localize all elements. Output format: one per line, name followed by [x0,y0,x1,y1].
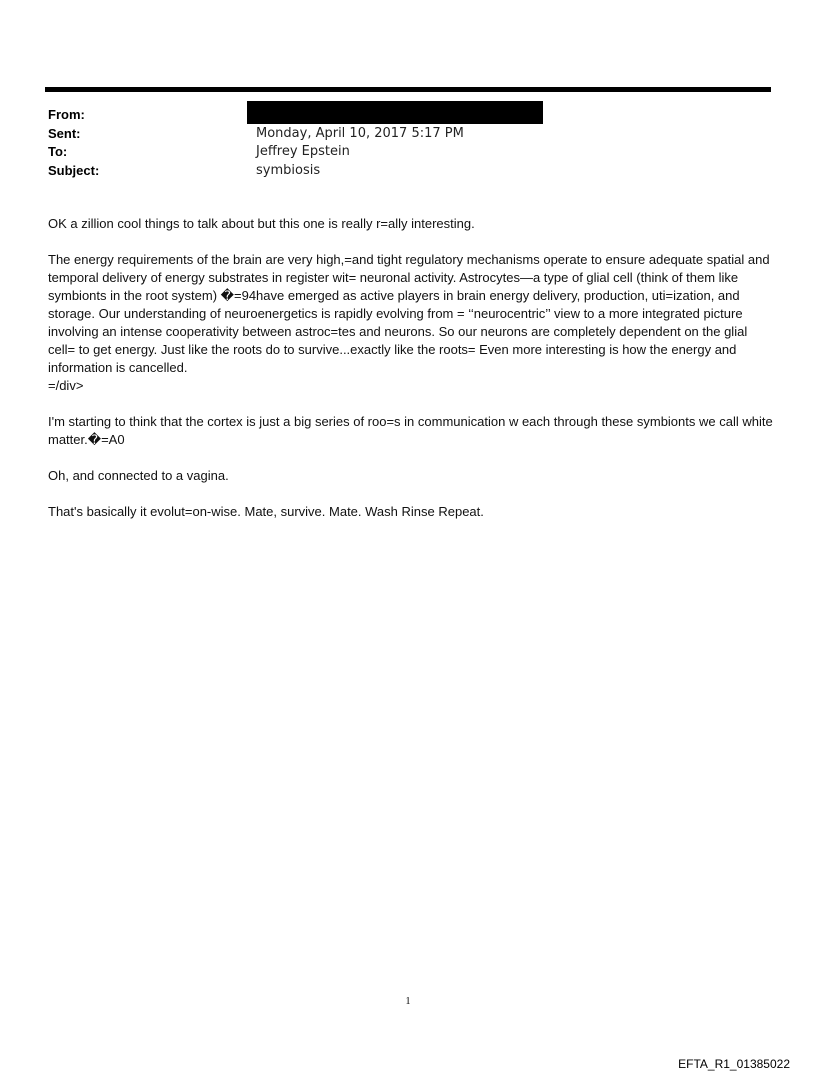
body-paragraph-4: Oh, and connected to a vagina. [48,468,229,483]
to-row [48,144,748,163]
subject-value: symbiosis [256,162,321,178]
email-body [48,215,774,539]
subject-label: Subject: [48,162,100,178]
from-label: From: [48,107,85,122]
to-value: Jeffrey Epstein [256,144,350,159]
body-paragraph-1: OK a zillion cool things to talk about but this one is really r=ally interesting. [48,216,475,231]
body-paragraph-3: I'm starting to think that the cortex is just a big series of roo=s in communication w each through these symbionts we call white matter.�=A0 [48,414,773,447]
subject-row [48,163,748,182]
header-divider [45,87,771,92]
from-row [48,107,748,126]
redaction-bar [247,101,543,124]
page-number: 1 [405,996,411,1007]
body-paragraph-2-tail: =/div> [48,378,84,393]
to-label: To: [48,144,68,159]
body-paragraph-2: The energy requirements of the brain are very high,=and tight regulatory mechanisms operate to ensure adequate spatial and temporal delivery of energy substrates in register wit= neuronal activity. Astrocytes—a type of glial cell (think of them like symbionts in the root system) �=94have emerged as active players in brain energy delivery, production, uti=ization, and storage. Our understanding of neuroenergetics is rapidly evolving from = ‘‘neurocentric’’ view to a more integrated picture involving an intense cooperativity between astroc=tes and neurons. So our neurons are completely dependent on the glial cell= to get energy. Just like the roots do to survive...exactly like the roots= Even more interesting is how the energy and information is cancelled. [48,252,770,375]
email-header [48,107,748,181]
sent-row [48,126,748,145]
body-paragraph-5: That's basically it evolut=on-wise. Mate, survive. Mate. Wash Rinse Repeat. [48,504,484,519]
sent-value: Monday, April 10, 2017 5:17 PM [256,125,464,141]
document-id: EFTA_R1_01385022 [678,1057,790,1071]
sent-label: Sent: [48,125,81,141]
